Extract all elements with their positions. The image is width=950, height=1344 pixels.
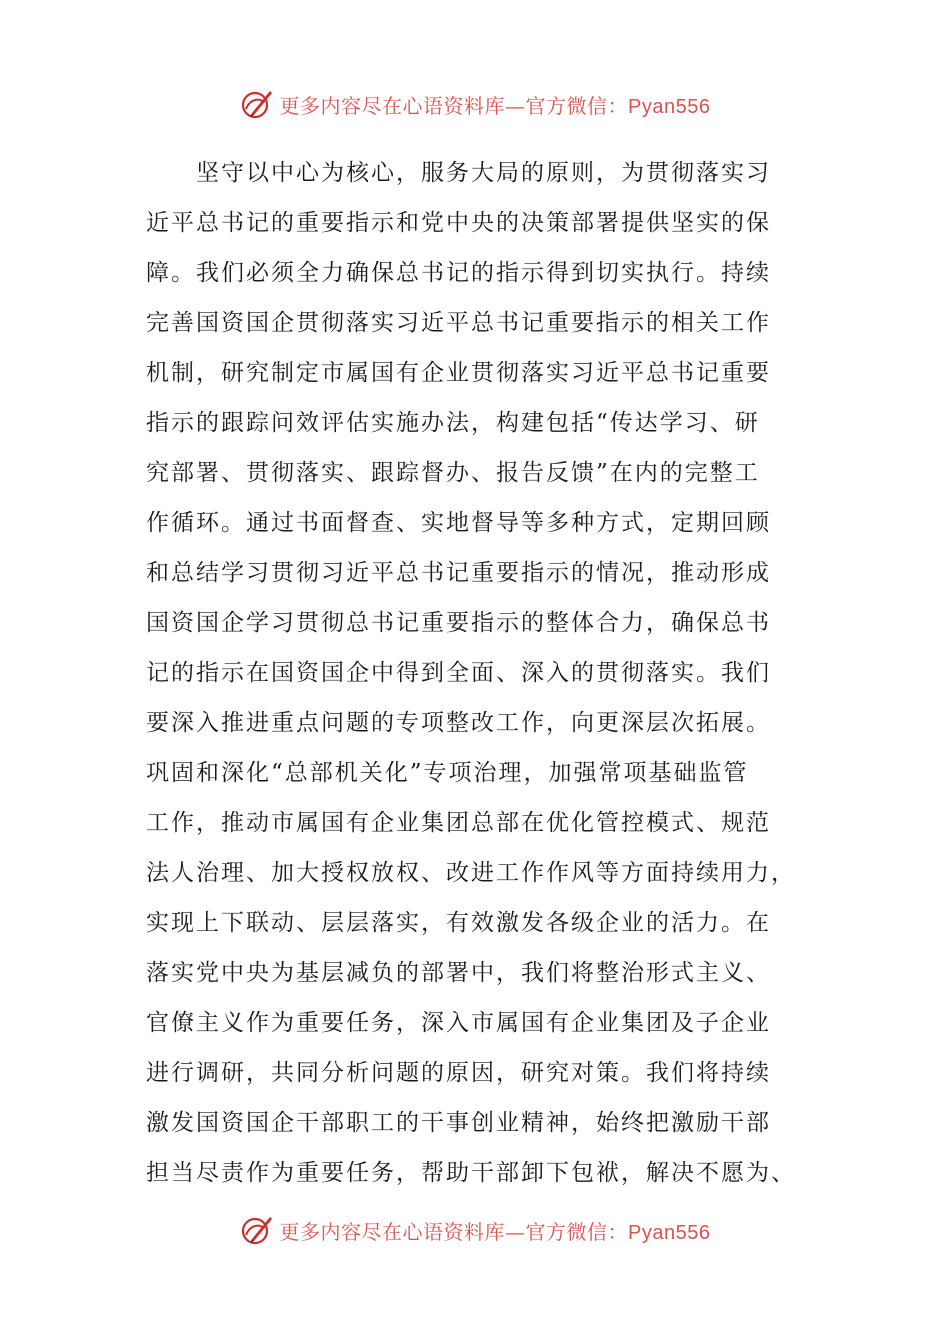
text-line: 指示的跟踪问效评估实施办法，构建包括“传达学习、研 bbox=[146, 410, 760, 436]
watermark-text bbox=[280, 90, 711, 119]
pen-swirl-logo-icon bbox=[240, 87, 274, 121]
text-line: 记的指示在国资国企中得到全面、深入的贯彻落实。我们 bbox=[146, 660, 771, 686]
text-line: 要深入推进重点问题的专项整改工作，向更深层次拓展。 bbox=[146, 710, 771, 736]
text-line: 法人治理、加大授权放权、改进工作作风等方面持续用力， bbox=[146, 860, 796, 886]
text-line: 障。我们必须全力确保总书记的指示得到切实执行。持续 bbox=[146, 260, 771, 286]
watermark-text bbox=[280, 1216, 711, 1245]
text-line: 和总结学习贯彻习近平总书记重要指示的情况，推动形成 bbox=[146, 560, 771, 586]
text-line: 激发国资国企干部职工的干事创业精神，始终把激励干部 bbox=[146, 1110, 771, 1136]
text-line: 近平总书记的重要指示和党中央的决策部署提供坚实的保 bbox=[146, 210, 771, 236]
watermark-label: 更多内容尽在心语资料库—官方微信： bbox=[279, 93, 629, 118]
text-line: 落实党中央为基层减负的部署中，我们将整治形式主义、 bbox=[146, 960, 771, 986]
text-line: 作循环。通过书面督查、实地督导等多种方式，定期回顾 bbox=[146, 510, 771, 536]
wechat-id: Pyan556 bbox=[628, 95, 711, 118]
wechat-id: Pyan556 bbox=[628, 1221, 711, 1244]
watermark-label: 更多内容尽在心语资料库—官方微信： bbox=[279, 1219, 629, 1244]
text-line: 巩固和深化“总部机关化”专项治理，加强常项基础监管 bbox=[146, 760, 749, 786]
text-line: 完善国资国企贯彻落实习近平总书记重要指示的相关工作 bbox=[146, 310, 771, 336]
text-line: 国资国企学习贯彻总书记重要指示的整体合力，确保总书 bbox=[146, 610, 771, 636]
text-line: 担当尽责作为重要任务，帮助干部卸下包袱，解决不愿为、 bbox=[146, 1160, 796, 1186]
text-line: 坚守以中心为核心，服务大局的原则，为贯彻落实习 bbox=[146, 160, 771, 186]
text-line: 究部署、贯彻落实、跟踪督办、报告反馈”在内的完整工 bbox=[146, 460, 760, 486]
pen-swirl-logo-icon bbox=[240, 1213, 274, 1247]
header-watermark-banner bbox=[0, 84, 950, 124]
document-body bbox=[146, 148, 806, 1198]
footer-watermark-banner bbox=[0, 1210, 950, 1250]
text-line: 官僚主义作为重要任务，深入市属国有企业集团及子企业 bbox=[146, 1010, 771, 1036]
text-line: 进行调研，共同分析问题的原因，研究对策。我们将持续 bbox=[146, 1060, 771, 1086]
text-line: 机制，研究制定市属国有企业贯彻落实习近平总书记重要 bbox=[146, 360, 771, 386]
text-line: 实现上下联动、层层落实，有效激发各级企业的活力。在 bbox=[146, 910, 771, 936]
text-line: 工作，推动市属国有企业集团总部在优化管控模式、规范 bbox=[146, 810, 771, 836]
